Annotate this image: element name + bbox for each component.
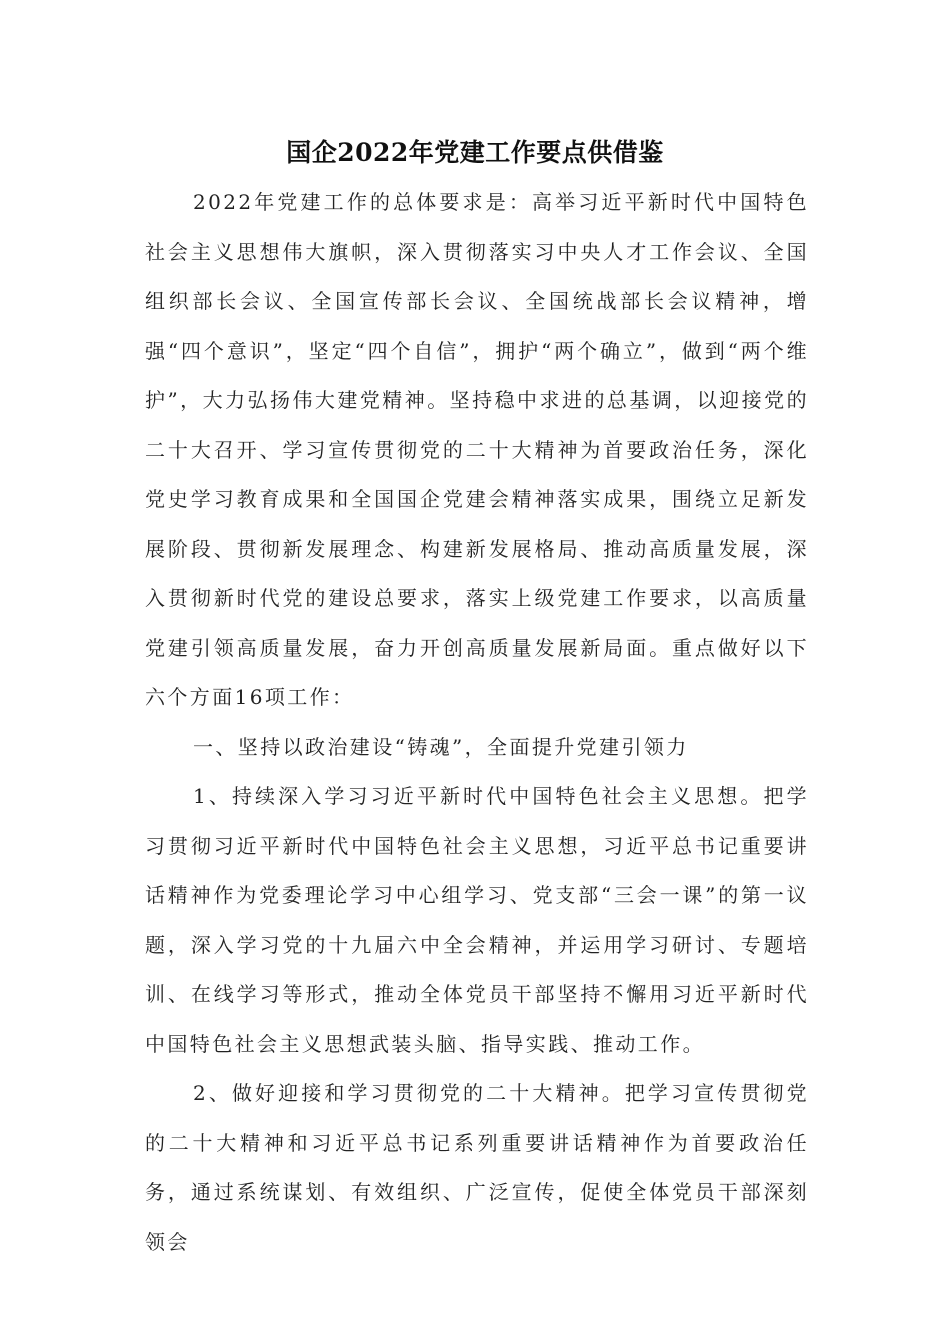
- document-body: [145, 178, 809, 1267]
- paragraph-item-2: 2、做好迎接和学习贯彻党的二十大精神。把学习宣传贯彻党的二十大精神和习近平总书记系列重要讲话精神作为首要政治任务，通过系统谋划、有效组织、广泛宣传，促使全体党员干部深刻领会: [145, 1081, 809, 1254]
- section-heading-1: 一、坚持以政治建设“铸魂”，全面提升党建引领力: [193, 734, 689, 759]
- paragraph-general-requirements: 2022年党建工作的总体要求是：高举习近平新时代中国特色社会主义思想伟大旗帜，深入贯彻落实习中央人才工作会议、全国组织部长会议、全国宣传部长会议、全国统战部长会议精神，增强“四个意识”，坚定“四个自信”，拥护“两个确立”，做到“两个维护”，大力弘扬伟大建党精神。坚持稳中求进的总基调，以迎接党的二十大召开、学习宣传贯彻党的二十大精神为首要政治任务，深化党史学习教育成果和全国国企党建会精神落实成果，围绕立足新发展阶段、贯彻新发展理念、构建新发展格局、推动高质量发展，深入贯彻新时代党的建设总要求，落实上级党建工作要求，以高质量党建引领高质量发展，奋力开创高质量发展新局面。重点做好以下六个方面16项工作：: [145, 190, 809, 709]
- paragraph-item-1: 1、持续深入学习习近平新时代中国特色社会主义思想。把学习贯彻习近平新时代中国特色社会主义思想，习近平总书记重要讲话精神作为党委理论学习中心组学习、党支部“三会一课”的第一议题，深入学习党的十九届六中全会精神，并运用学习研讨、专题培训、在线学习等形式，推动全体党员干部坚持不懈用习近平新时代中国特色社会主义思想武装头脑、指导实践、推动工作。: [145, 784, 809, 1056]
- document-title: 国企2022年党建工作要点供借鉴: [286, 138, 664, 167]
